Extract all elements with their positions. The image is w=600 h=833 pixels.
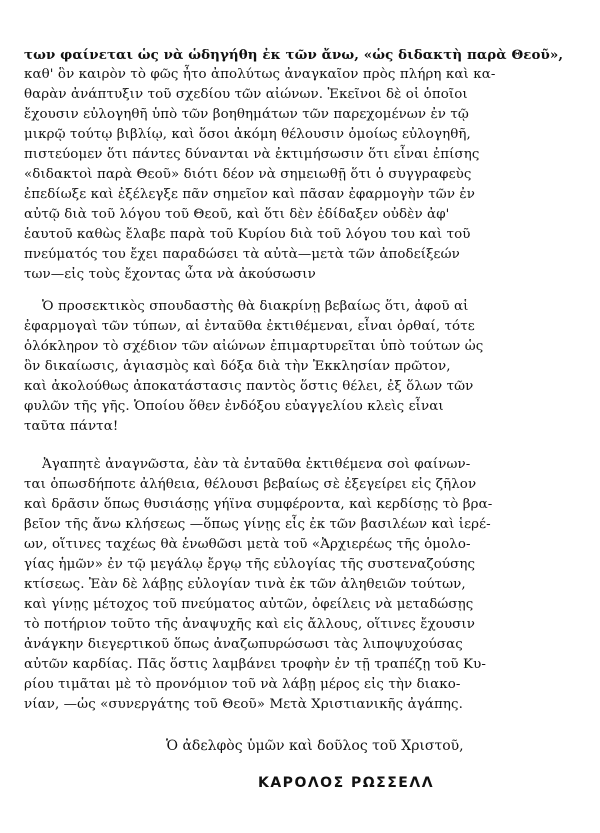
text-line: μικρῷ τούτῳ βιβλίῳ, καὶ ὅσοι ἀκόμη θέλουσιν ὁμοίως εὐλογηθῆ, — [24, 127, 471, 142]
text-line: φυλῶν τῆς γῆς. Ὁποίου ὅθεν ἐνδόξου εὐαγγελίου κλεὶς εἶναι — [24, 399, 444, 414]
text-line: τὸ ποτήριον τοῦτο τῆς ἀναψυχῆς καὶ εἰς ἄλλους, οἵτινες ἔχουσιν — [24, 617, 476, 632]
text-line: πνεύματός του ἔχει παραδώσει τὰ αὐτὰ—μετὰ τῶν ἀποδείξεών — [24, 247, 460, 262]
text-line: καθ' ὃν καιρὸν τὸ φῶς ἦτο ἀπολύτως ἀναγκαῖον πρὸς πλήρη καὶ κα- — [24, 67, 496, 82]
text-line: πιστεύομεν ὅτι πάντες δύνανται νὰ ἐκτιμήσωσιν ὅτι εἶναι ἐπίσης — [24, 147, 480, 162]
text-line: αὐτῶν καρδίας. Πᾶς ὅστις λαμβάνει τροφὴν ἐν τῇ τραπέζῃ τοῦ Κυ- — [24, 657, 486, 672]
text-line: «διδακτοὶ παρὰ Θεοῦ» διότι δέον νὰ σημειωθῇ ὅτι ὁ συγγραφεὺς — [24, 167, 472, 182]
text-line: των—εἰς τοὺς ἔχοντας ὦτα νὰ ἀκούσωσιν — [24, 267, 316, 282]
signature: ΚΑΡΟΛΟΣ ΡΩΣΣΕΛΛ — [258, 775, 435, 791]
text-line: ὁλόκληρον τὸ σχέδιον τῶν αἰώνων ἐπιμαρτυρεῖται ὑπὸ τούτων ὡς — [24, 339, 484, 354]
text-line: ἀνάγκην διεγερτικοῦ ὅπως ἀναζωπυρώσωσι τὰς λιποψυχούσας — [24, 637, 463, 652]
text-line: κτίσεως. Ἐὰν δὲ λάβῃς εὐλογίαν τινὰ ἐκ τῶν ἀληθειῶν τούτων, — [24, 577, 466, 592]
text-line: ὃν δικαίωσις, ἁγιασμὸς καὶ δόξα διὰ τὴν Ἐκκλησίαν πρῶτον, — [24, 359, 451, 374]
text-line: Ἀγαπητὲ ἀναγνῶστα, ἐὰν τὰ ἐνταῦθα ἐκτιθέμενα σοὶ φαίνων- — [42, 457, 471, 472]
text-line: Ὁ προσεκτικὸς σπουδαστὴς θὰ διακρίνῃ βεβαίως ὅτι, ἀφοῦ αἱ — [42, 299, 469, 314]
text-line: ται ὁπωσδήποτε ἀλήθεια, θέλουσι βεβαίως σὲ ἐξεγείρει εἰς ζῆλον — [24, 477, 477, 492]
text-line: αὐτῷ διὰ τοῦ λόγου τοῦ Θεοῦ, καὶ ὅτι δὲν ἐδίδαξεν οὐδὲν ἀφ' — [24, 207, 450, 222]
text-line: ἐπεδίωξε καὶ ἐξέλεγξε πᾶν σημεῖον καὶ πᾶσαν ἐφαρμογὴν τῶν ἐν — [24, 187, 475, 202]
text-line: των φαίνεται ὡς νὰ ὡδηγήθη ἐκ τῶν ἄνω, «ὡς διδακτὴ παρὰ Θεοῦ», — [24, 47, 564, 63]
text-line: ἑαυτοῦ καθὼς ἔλαβε παρὰ τοῦ Κυρίου διὰ τοῦ λόγου του καὶ τοῦ — [24, 227, 471, 242]
text-line: ἐφαρμογαὶ τῶν τύπων, αἱ ἐνταῦθα ἐκτιθέμεναι, εἶναι ὀρθαί, τότε — [24, 319, 475, 334]
text-line: ταῦτα πάντα! — [24, 419, 119, 434]
text-line: ρίου τιμᾶται μὲ τὸ προνόμιον τοῦ νὰ λάβῃ μέρος εἰς τὴν διακο- — [24, 677, 461, 692]
text-line: νίαν, —ὡς «συνεργάτης τοῦ Θεοῦ» Μετὰ Χριστιανικῆς ἀγάπης. — [24, 697, 463, 712]
text-line: καὶ ἀκολούθως ἀποκατάστασις παντὸς ὅστις θέλει, ἐξ ὅλων τῶν — [24, 379, 474, 394]
text-line: ων, οἵτινες ταχέως θὰ ἑνωθῶσι μετὰ τοῦ «Ἀρχιερέως τῆς ὁμολο- — [24, 537, 471, 552]
text-line: ἔχουσιν εὐλογηθῆ ὑπὸ τῶν βοηθημάτων τῶν παρεχομένων ἐν τῷ — [24, 107, 469, 122]
text-line: καὶ δρᾶσιν ὅπως θυσιάσῃς γήϊνα συμφέροντα, καὶ κερδίσῃς τὸ βρα- — [24, 497, 493, 512]
text-line: βεῖον τῆς ἄνω κλήσεως —ὅπως γίνῃς εἷς ἐκ τῶν βασιλέων καὶ ἱερέ- — [24, 517, 491, 532]
closing-salutation: Ὁ ἀδελφὸς ὑμῶν καὶ δοῦλος τοῦ Χριστοῦ, — [166, 738, 464, 754]
text-line: θαρὰν ἀνάπτυξιν τοῦ σχεδίου τῶν αἰώνων. Ἐκεῖνοι δὲ οἱ ὁποῖοι — [24, 87, 468, 102]
text-line: γίας ἡμῶν» ἐν τῷ μεγάλῳ ἔργῳ τῆς εὐλογίας τῆς συστεναζούσης — [24, 557, 476, 572]
text-line: καὶ γίνῃς μέτοχος τοῦ πνεύματος αὐτῶν, ὀφείλεις νὰ μεταδώσῃς — [24, 597, 474, 612]
